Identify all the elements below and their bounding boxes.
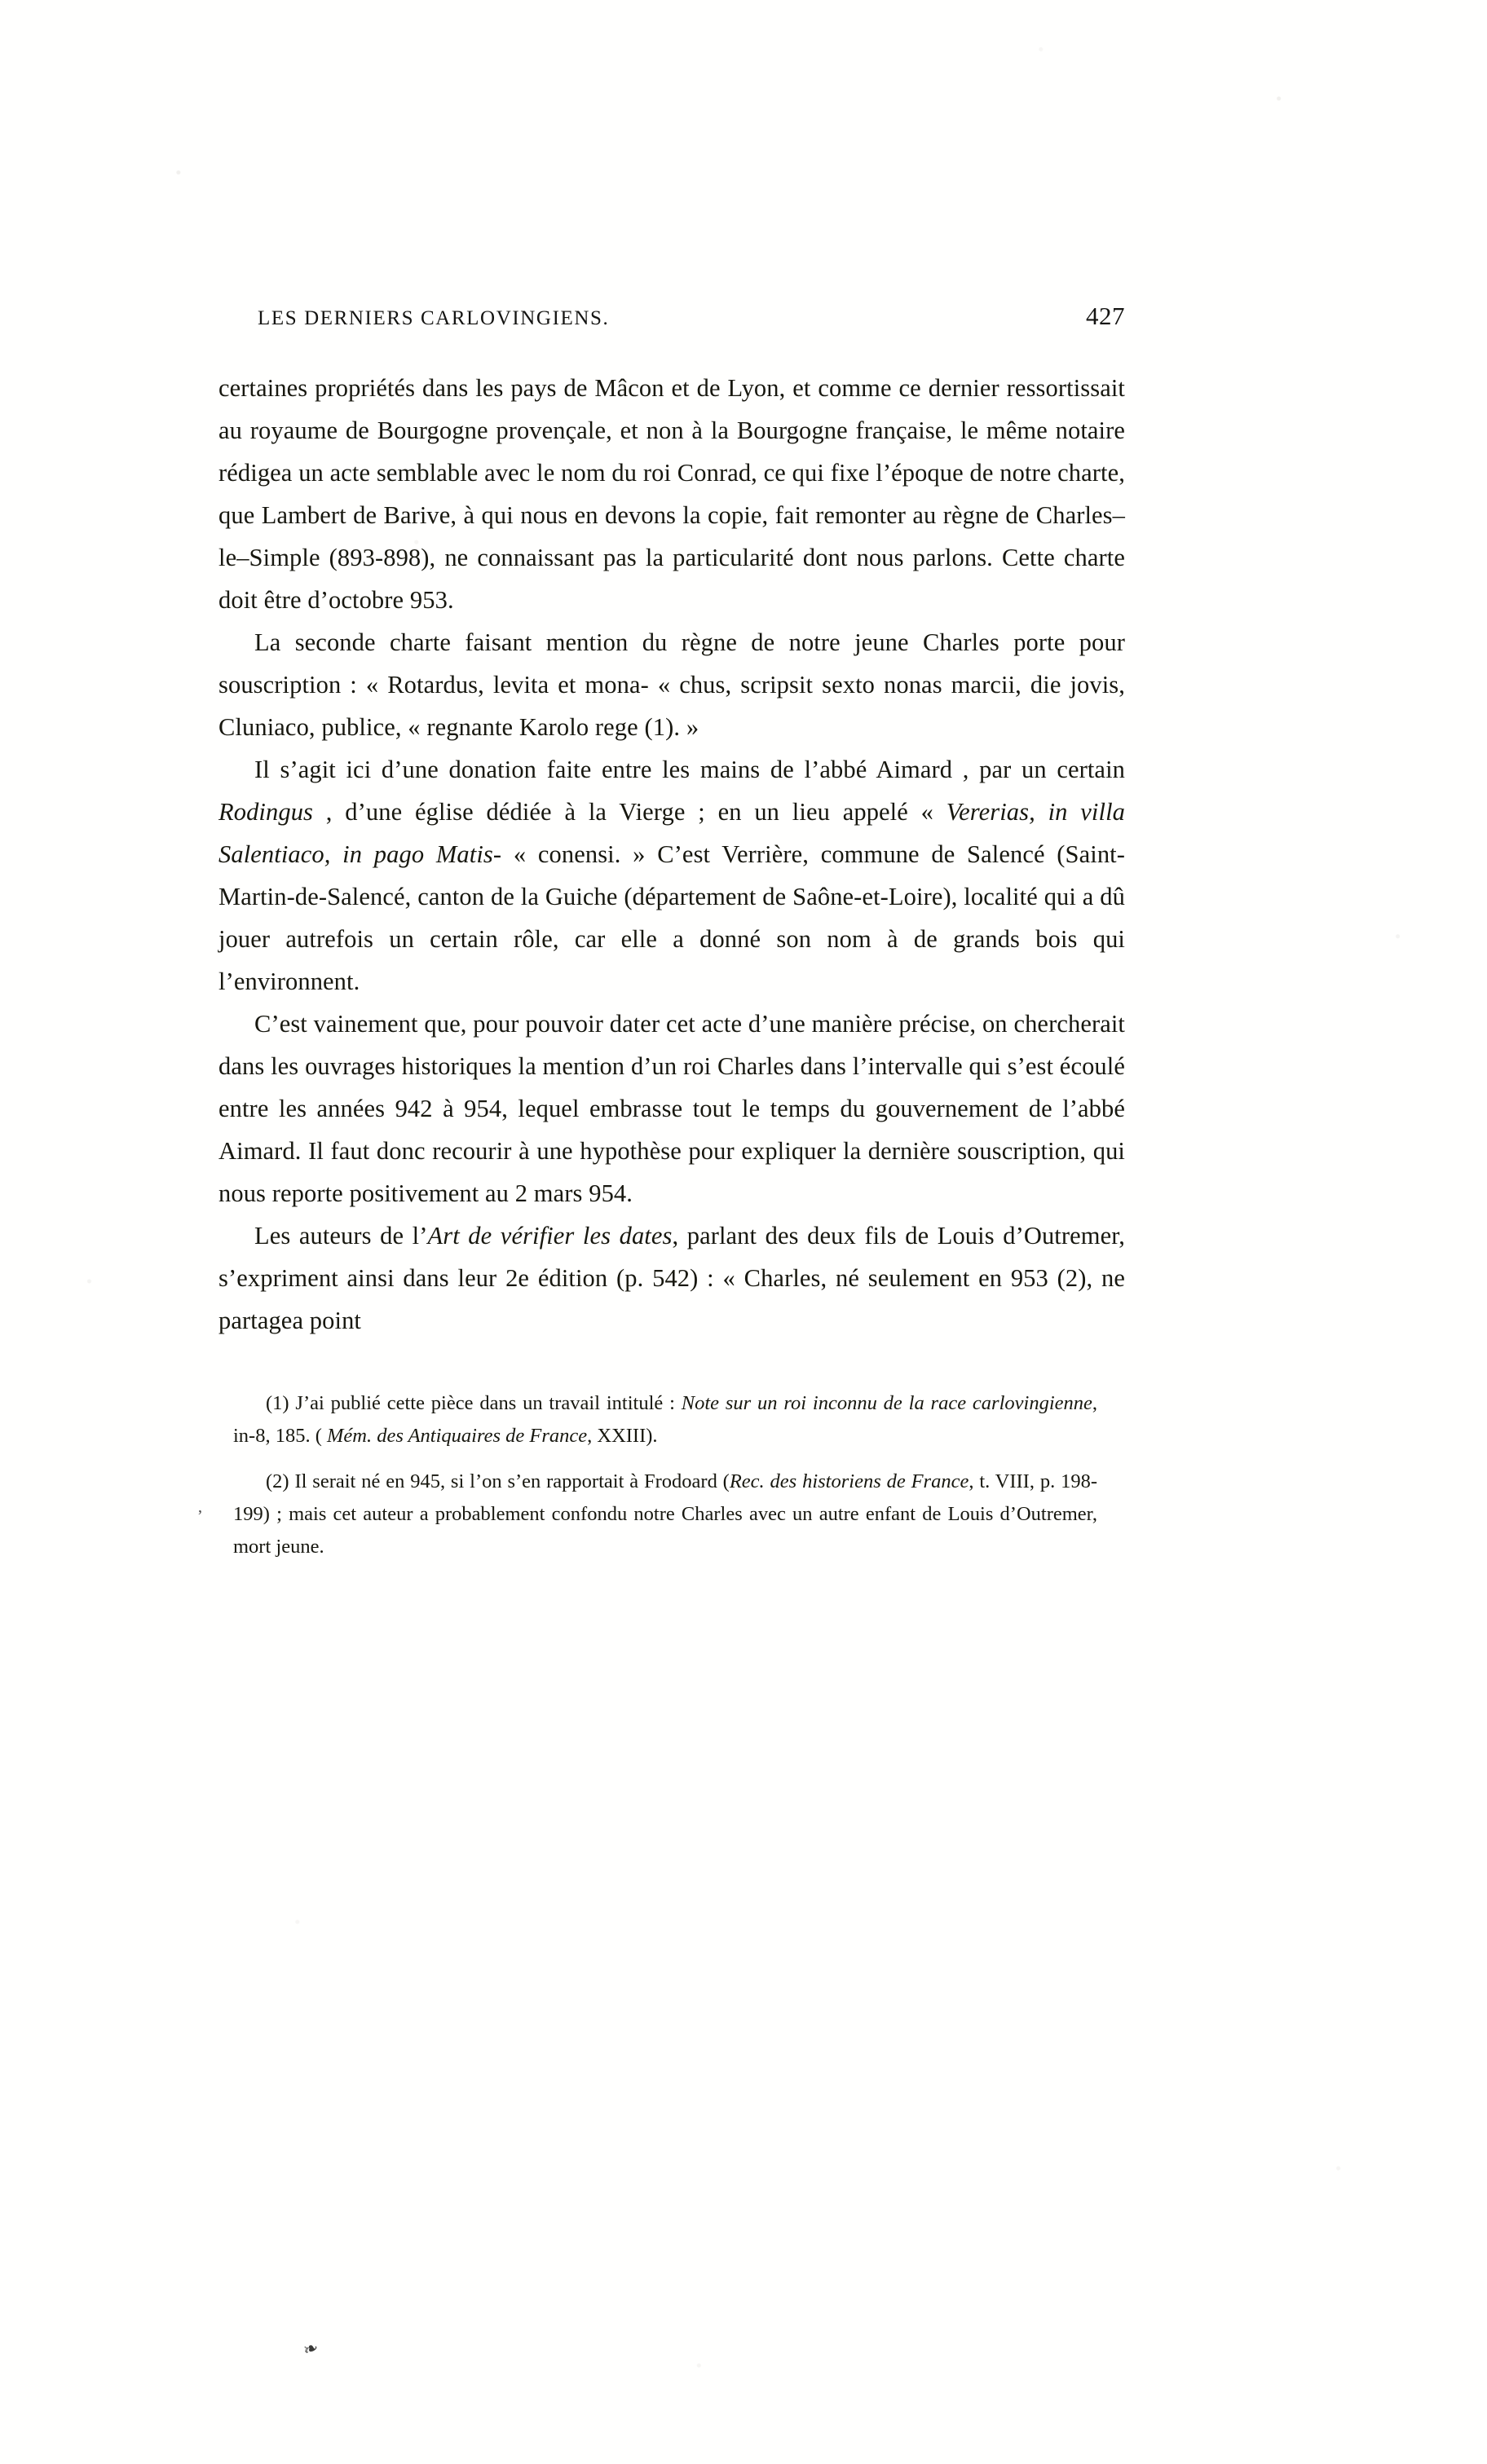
paragraph-3: Il s’agit ici d’une donation faite entre les mains de l’abbé Aimard , par un certain Rodingus , d’une église dédiée à la Vierge ; en un lieu appelé « Vererias, in villa Salentiaco, in pago Matis- « conensi. » C’est Verrière, commune de Salencé (Saint-Martin-de-Salencé, canton de la Guiche (département de Saône-et-Loire), localité qui a dû jouer autrefois un certain rôle, car elle a donné son nom à de grands bois qui l’environnent.	[218, 756, 1125, 995]
footnote-separator	[218, 1342, 1125, 1363]
footnote-2-marker: (2)	[266, 1470, 289, 1492]
paragraph-5: Les auteurs de l’Art de vérifier les dates, parlant des deux fils de Louis d’Outremer, s’expriment ainsi dans leur 2e édition (p. 542) : « Charles, né seulement en 953 (2), ne partagea point	[218, 1222, 1125, 1334]
footnote-1-marker: (1)	[266, 1392, 289, 1414]
footnote-2	[233, 1466, 1097, 1563]
marginal-mark: ’	[197, 1507, 203, 1525]
running-head	[218, 302, 1125, 331]
paragraph-4: C’est vainement que, pour pouvoir dater cet acte d’une manière précise, on chercherait dans les ouvrages historiques la mention d’un roi Charles dans l’intervalle qui s’est écoulé entre les années 942 à 954, lequel embrasse tout le temps du gouvernement de l’abbé Aimard. Il faut donc recourir à une hypothèse pour expliquer la dernière souscription, qui nous reporte positivement au 2 mars 954.	[218, 1010, 1125, 1207]
paragraph-1: certaines propriétés dans les pays de Mâcon et de Lyon, et comme ce dernier ressortissait au royaume de Bourgogne provençale, et non à la Bourgogne française, le même notaire rédigea un acte semblable avec le nom du roi Conrad, ce qui fixe l’époque de notre charte, que Lambert de Barive, à qui nous en devons la copie, fait remonter au règne de Charles–le–Simple (893-898), ne connaissant pas la particularité dont nous parlons. Cette charte doit être d’octobre 953.	[218, 374, 1125, 614]
corner-mark: ❧	[300, 2336, 321, 2361]
footnotes-block	[233, 1387, 1097, 1563]
page-number: 427	[1086, 302, 1125, 330]
footnote-2-text: Il serait né en 945, si l’on s’en rapportait à Frodoard (Rec. des historiens de France, t. VIII, p. 198-199) ; mais cet auteur a probablement confondu notre Charles avec un autre enfant de Louis d’Outremer, mort jeune.	[233, 1470, 1097, 1558]
footnote-1-text: J’ai publié cette pièce dans un travail intitulé : Note sur un roi inconnu de la race carlovingienne, in-8, 185. ( Mém. des Antiquaires de France, XXIII).	[233, 1392, 1097, 1447]
running-head-title: LES DERNIERS CARLOVINGIENS.	[258, 307, 610, 329]
text-column	[218, 302, 1125, 1563]
footnote-1	[233, 1387, 1097, 1452]
paragraph-2: La seconde charte faisant mention du règne de notre jeune Charles porte pour souscription : « Rotardus, levita et mona- « chus, scripsit sexto nonas marcii, die jovis, Cluniaco, publice, « regnante Karolo rege (1). »	[218, 628, 1125, 741]
